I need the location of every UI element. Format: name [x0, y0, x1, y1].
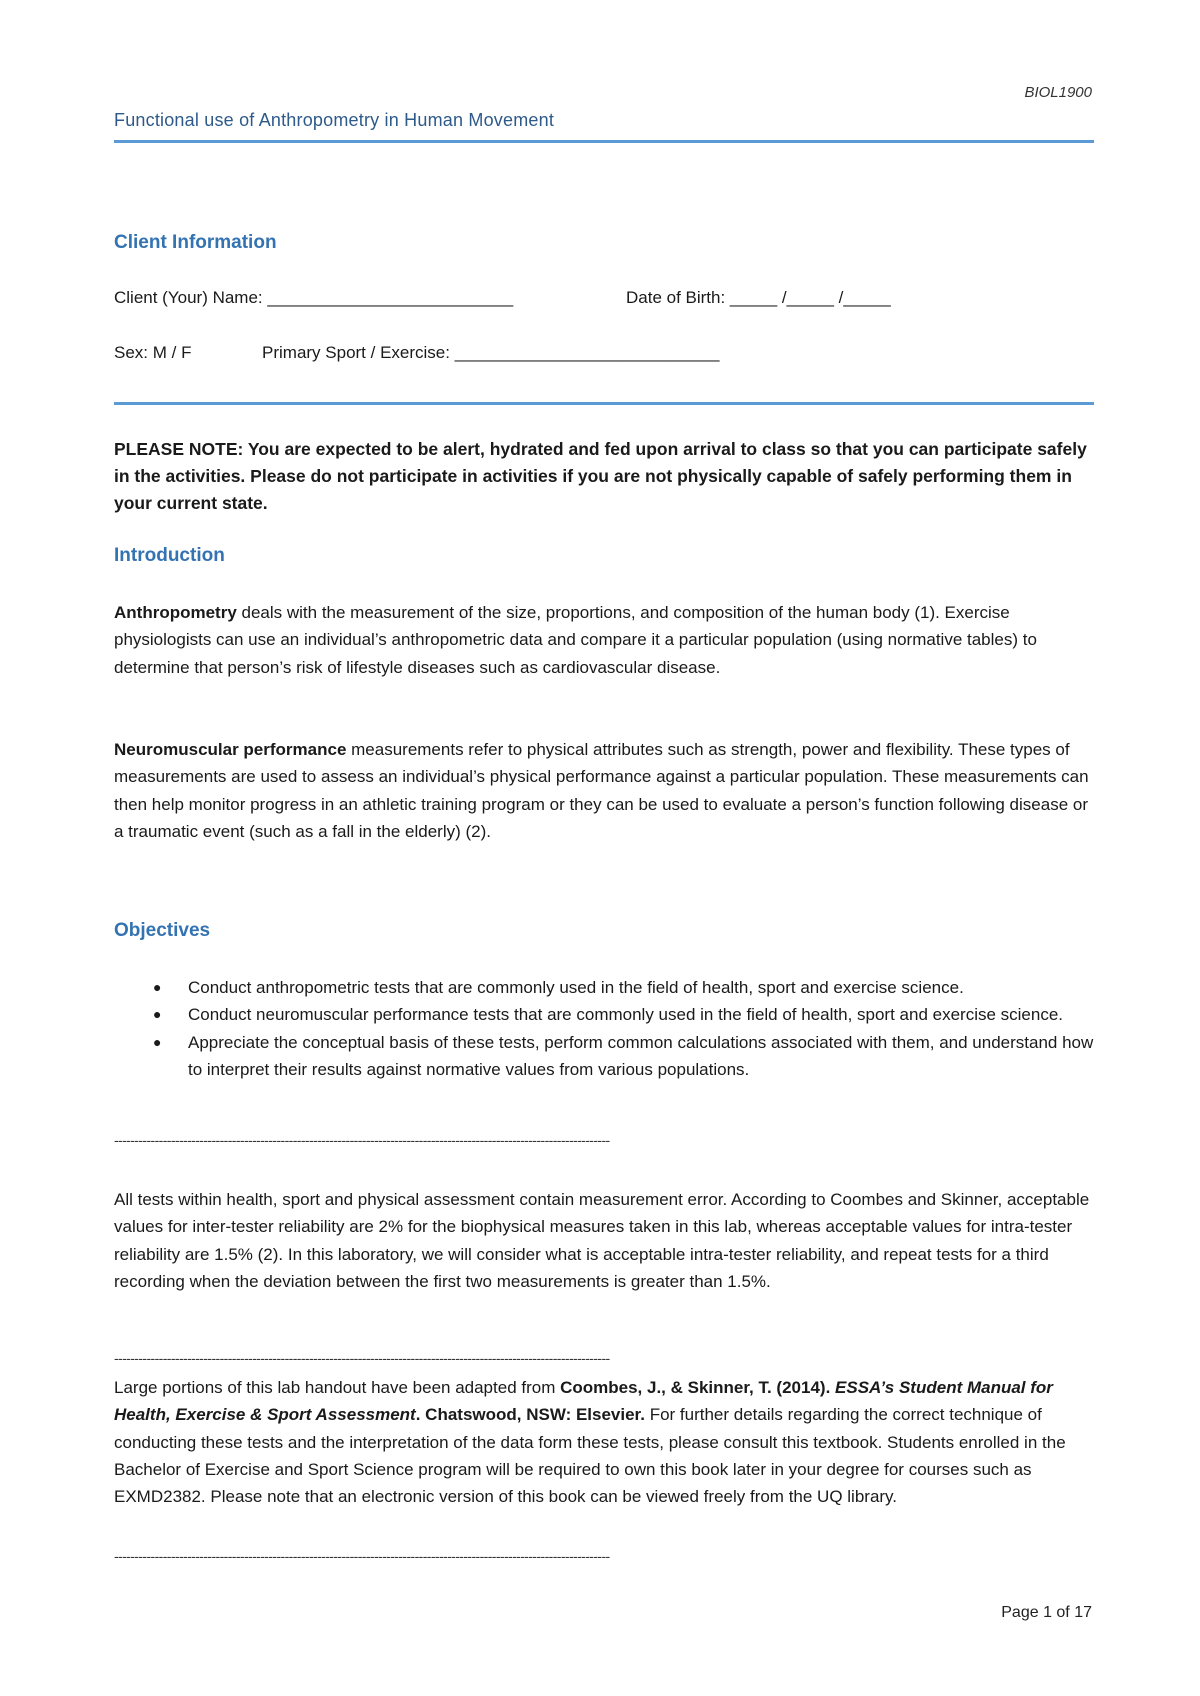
neuromuscular-paragraph: [114, 736, 1099, 845]
client-information-heading: Client Information: [114, 232, 277, 253]
anthropometry-text: deals with the measurement of the size, proportions, and composition of the human body (1). Exercise physiologists can use an individual’s anthropometric data and compare it a particular population (using normative tables) to determine that person’s risk of lifestyle diseases such as cardiovascular disease.: [114, 603, 1037, 677]
date-of-birth-field: Date of Birth: _____ /_____ /_____: [626, 288, 891, 307]
bullet-icon: ●: [153, 1033, 162, 1050]
citation-title: ESSA’s Student Manual for Health, Exercise & Sport Assessment: [114, 1378, 1053, 1425]
anthropometry-paragraph: [114, 599, 1099, 681]
source-paragraph: [114, 1374, 1099, 1510]
header-divider: [114, 140, 1094, 143]
dashed-separator: --------------------------------------------------------------------------------------------------------------------------: [114, 1548, 610, 1564]
course-code: BIOL1900: [1024, 84, 1092, 101]
list-item: [114, 1001, 1099, 1028]
anthropometry-term: Anthropometry: [114, 603, 237, 622]
dashed-separator: --------------------------------------------------------------------------------------------------------------------------: [114, 1132, 610, 1148]
page-number: Page 1 of 17: [1001, 1604, 1092, 1621]
objective-text: Appreciate the conceptual basis of these tests, perform common calculations associated with them, and understand how to interpret their results against normative values from various populations.: [188, 1032, 1094, 1079]
bullet-icon: ●: [153, 979, 162, 995]
document-title: Functional use of Anthropometry in Human Movement: [114, 110, 555, 130]
introduction-heading: Introduction: [114, 545, 225, 566]
citation-authors: Coombes, J., & Skinner, T. (2014).: [560, 1378, 836, 1397]
dashed-separator: --------------------------------------------------------------------------------------------------------------------------: [114, 1350, 610, 1366]
bullet-icon: ●: [153, 1006, 162, 1023]
objective-text: Conduct anthropometric tests that are commonly used in the field of health, sport and exercise science.: [188, 978, 964, 997]
safety-note: PLEASE NOTE: You are expected to be alert, hydrated and fed upon arrival to class so that you can participate safely in the activities. Please do not participate in activities if you are not physically capable of safely performing them in your current state.: [114, 439, 1087, 513]
sex-field: Sex: M / F: [114, 343, 192, 362]
list-item: [114, 1029, 1099, 1084]
source-intro: Large portions of this lab handout have been adapted from: [114, 1378, 561, 1397]
neuromuscular-term: Neuromuscular performance: [114, 740, 347, 759]
objective-text: Conduct neuromuscular performance tests that are commonly used in the field of health, sport and exercise science.: [188, 1005, 1064, 1025]
objectives-heading: Objectives: [114, 920, 211, 941]
neuromuscular-text: measurements refer to physical attributes such as strength, power and flexibility. These types of measurements are used to assess an individual’s physical performance against a particular population. These measurements can then help monitor progress in an athletic training program or they can be used to evaluate a person’s function following disease or a traumatic event (such as a fall in the elderly) (2).: [114, 740, 1089, 841]
client-name-field: Client (Your) Name: __________________________: [114, 288, 514, 307]
client-info-divider: [114, 402, 1094, 405]
objectives-list: [114, 974, 1099, 1083]
source-details: For further details regarding the correct technique of conducting these tests and the interpretation of the data form these tests, please consult this textbook. Students enrolled in the Bachelor of Exercise and Sport Science program will be required to own this book later in your degree for courses such as EXMD2382. Please note that an electronic version of this book can be viewed freely from the UQ library.: [114, 1405, 1066, 1507]
citation-publisher: . Chatswood, NSW: Elsevier.: [415, 1405, 645, 1425]
primary-sport-field: Primary Sport / Exercise: ____________________________: [262, 343, 720, 362]
list-item: [114, 974, 1099, 1001]
reliability-paragraph: All tests within health, sport and physical assessment contain measurement error. According to Coombes and Skinner, acceptable values for inter-tester reliability are 2% for the biophysical measures taken in this lab, whereas acceptable values for intra-tester reliability are 1.5% (2). In this laboratory, we will consider what is acceptable intra-tester reliability, and repeat tests for a third recording when the deviation between the first two measurements is greater than 1.5%.: [114, 1190, 1090, 1291]
